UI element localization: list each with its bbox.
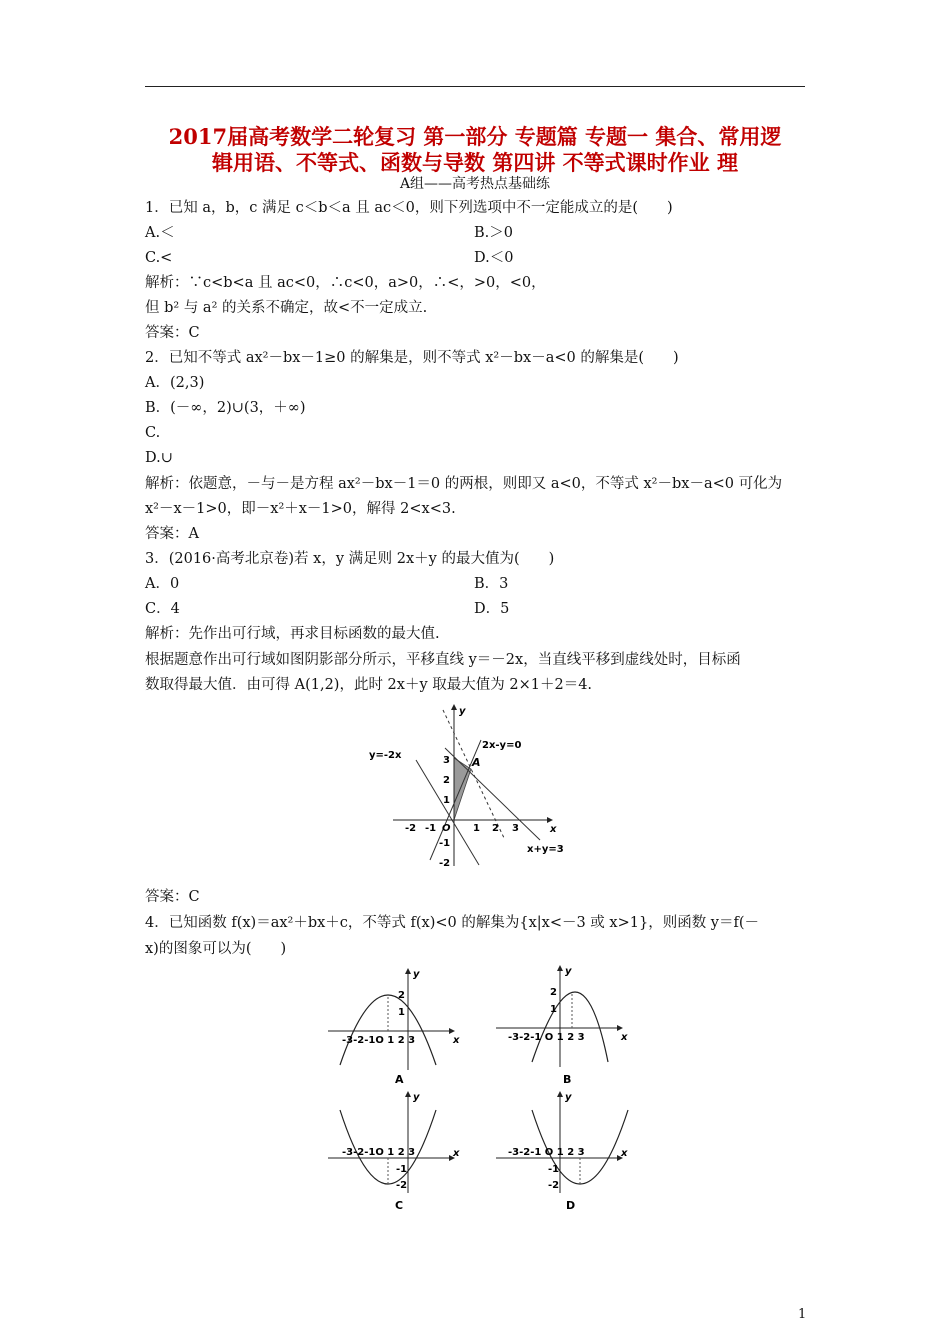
- q3-solution-2: 根据题意作出可行域如图阴影部分所示，平移直线 y＝－2x，当直线平移到虚线处时，目标函: [145, 652, 741, 668]
- q3-stem: 3．(2016·高考北京卷)若 x，y 满足则 2x＋y 的最大值为( ): [145, 551, 555, 567]
- graph-b-y-arrow: [557, 965, 563, 971]
- graph-d-x-label: x: [621, 1148, 628, 1159]
- q3-solution-1: 解析：先作出可行域，再求目标函数的最大值.: [145, 626, 440, 642]
- label-x-y-3: x+y=3: [527, 844, 564, 855]
- q1-option-c: C.<: [145, 250, 173, 266]
- graph-a-x-label: x: [453, 1035, 460, 1046]
- q1-option-a: A.＜: [145, 225, 175, 241]
- graph-b-x-label: x: [621, 1032, 628, 1043]
- q1-option-b: B.＞0: [474, 225, 513, 241]
- q2-answer: 答案：A: [145, 526, 199, 542]
- q3-option-c: C．4: [145, 601, 180, 617]
- q2-option-b: B．(－∞，2)∪(3，＋∞): [145, 400, 306, 416]
- y-axis-arrow: [451, 704, 457, 710]
- document-title: [120, 124, 830, 176]
- graph-c-x-ticks: -3-2-1O 1 2 3: [342, 1147, 416, 1158]
- tick-y-1: 1: [443, 795, 450, 806]
- graph-d-y-label: y: [565, 1092, 572, 1103]
- graph-a-y-label: y: [413, 969, 420, 980]
- tick-y-2: 2: [443, 775, 450, 786]
- top-rule: [145, 86, 805, 87]
- graph-c-y-label: y: [413, 1092, 420, 1103]
- graph-b-curve: [532, 992, 608, 1062]
- origin-label: O: [442, 823, 451, 834]
- shaded-region: [454, 758, 471, 820]
- q4-graph-c: [320, 1088, 470, 1213]
- graph-b-ytick-1: 1: [550, 1004, 557, 1015]
- title-line-1: 2017届高考数学二轮复习 第一部分 专题篇 专题一 集合、常用逻: [168, 124, 782, 149]
- graph-b-y-label: y: [565, 966, 572, 977]
- graph-a-x-arrow: [449, 1028, 455, 1034]
- graph-c-ytick-neg2: -2: [396, 1180, 408, 1191]
- q2-stem: 2．已知不等式 ax²－bx－1≥0 的解集是，则不等式 x²－bx－a<0 的解集是( ): [145, 350, 679, 366]
- q1-stem: 1．已知 a，b，c 满足 c＜b＜a 且 ac＜0，则下列选项中不一定能成立的是( ): [145, 200, 673, 216]
- q2-solution-1: 解析：依题意，－与－是方程 ax²－bx－1＝0 的两根，则即又 a<0，不等式 x²－bx－a<0 可化为: [145, 476, 783, 492]
- tick-y-3: 3: [443, 755, 450, 766]
- q4-graph-b: [488, 962, 638, 1087]
- tick-x-1: 1: [473, 823, 480, 834]
- graph-d-caption: D: [566, 1199, 576, 1212]
- tick-x-neg2: -2: [405, 823, 417, 834]
- label-2x-y: 2x-y=0: [482, 740, 522, 751]
- tick-y-neg1: -1: [439, 838, 451, 849]
- graph-d-x-ticks: -3-2-1 O 1 2 3: [508, 1147, 585, 1158]
- axis-y-label: y: [459, 706, 466, 717]
- graph-b-x-arrow: [617, 1025, 623, 1031]
- q4-stem-1: 4．已知函数 f(x)＝ax²＋bx＋c，不等式 f(x)<0 的解集为{x|x<－3 或 x>1}，则函数 y＝f(－: [145, 915, 760, 931]
- graph-a-ytick-2: 2: [398, 990, 405, 1001]
- q2-option-c: C.: [145, 425, 161, 441]
- q3-option-b: B．3: [474, 576, 509, 592]
- q1-solution-1: 解析：∵c<b<a 且 ac<0，∴c<0，a>0，∴<，>0，<0，: [145, 275, 546, 291]
- graph-b-ytick-2: 2: [550, 987, 557, 998]
- point-a-label: A: [472, 756, 481, 769]
- graph-c-y-arrow: [405, 1091, 411, 1097]
- title-line-2: 辑用语、不等式、函数与导数 第四讲 不等式课时作业 理: [212, 150, 738, 175]
- q2-solution-2: x²－x－1>0，即－x²＋x－1>0，解得 2<x<3.: [145, 501, 456, 517]
- x-axis-arrow: [547, 817, 553, 823]
- q4-stem-2: x)的图象可以为( ): [145, 941, 287, 957]
- section-subtitle: A组——高考热点基础练: [399, 176, 551, 192]
- graph-a-y-arrow: [405, 968, 411, 974]
- q3-feasible-region-figure: [355, 700, 585, 870]
- graph-d-ytick-neg1: -1: [548, 1164, 560, 1175]
- tick-x-neg1: -1: [425, 823, 437, 834]
- page-number: 1: [798, 1307, 807, 1322]
- q3-answer: 答案：C: [145, 889, 200, 905]
- q3-option-a: A．0: [145, 576, 180, 592]
- graph-a-x-ticks: -3-2-1O 1 2 3: [342, 1035, 416, 1046]
- q1-answer: 答案：C: [145, 325, 200, 341]
- graph-b-x-ticks: -3-2-1 O 1 2 3: [508, 1032, 585, 1043]
- graph-a-caption: A: [395, 1073, 404, 1086]
- q3-solution-3: 数取得最大值．由可得 A(1,2)，此时 2x＋y 取最大值为 2×1＋2＝4.: [145, 677, 593, 693]
- graph-d-ytick-neg2: -2: [548, 1180, 560, 1191]
- q2-option-d: D.∪: [145, 450, 173, 466]
- graph-a-ytick-1: 1: [398, 1007, 405, 1018]
- graph-b-caption: B: [563, 1073, 572, 1086]
- q3-option-d: D．5: [474, 601, 510, 617]
- tick-y-neg2: -2: [439, 858, 451, 869]
- tick-x-3: 3: [512, 823, 519, 834]
- graph-c-x-label: x: [453, 1148, 460, 1159]
- graph-c-caption: C: [395, 1199, 404, 1212]
- q4-graph-a: [320, 965, 470, 1090]
- q2-option-a: A．(2,3): [145, 375, 205, 391]
- axis-x-label: x: [550, 824, 557, 835]
- q4-graph-d: [488, 1088, 638, 1213]
- graph-c-ytick-neg1: -1: [396, 1164, 408, 1175]
- label-y-neg2x: y=-2x: [369, 750, 402, 761]
- graph-d-y-arrow: [557, 1091, 563, 1097]
- q1-option-d: D.＜0: [474, 250, 514, 266]
- q1-solution-2: 但 b² 与 a² 的关系不确定，故<不一定成立.: [145, 300, 428, 316]
- tick-x-2: 2: [492, 823, 499, 834]
